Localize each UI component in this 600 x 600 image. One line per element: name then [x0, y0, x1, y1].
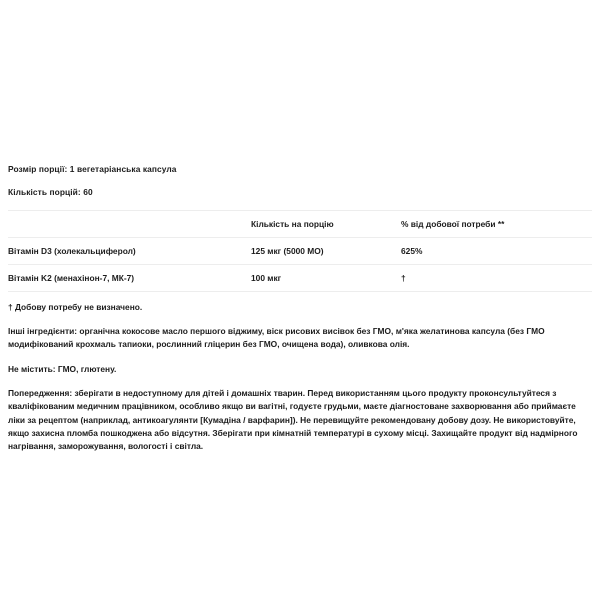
nutrient-name: Вітамін D3 (холекальциферол)	[8, 238, 251, 265]
nutrient-name: Вітамін K2 (менахінон-7, МК-7)	[8, 265, 251, 292]
nutrient-daily-value: †	[401, 265, 592, 292]
nutrient-amount: 125 мкг (5000 МО)	[251, 238, 401, 265]
nutrient-amount: 100 мкг	[251, 265, 401, 292]
table-header-nutrient	[8, 211, 251, 238]
table-row	[8, 238, 592, 265]
daily-value-footnote: † Добову потребу не визначено.	[8, 302, 143, 312]
top-spacer	[8, 0, 592, 162]
other-ingredients-text: Інші інгредієнти: органічна кокосове масло першого віджиму, віск рисових висівок без ГМО, м'яка желатинова капсула (без ГМО модифікований крохмаль тапиоки, рослинний гліцерин без ГМО, очищена вода), оливкова олія.	[8, 326, 545, 350]
table-header-percent-daily-value: % від добової потреби **	[401, 211, 592, 238]
servings-per-container-text: Кількість порцій: 60	[8, 187, 93, 197]
nutrient-daily-value: 625%	[401, 238, 592, 265]
table-header-row	[8, 211, 592, 238]
serving-size-text: Розмір порції: 1 вегетаріанська капсула	[8, 164, 177, 174]
warning-text: Попередження: зберігати в недоступному для дітей і домашніх тварин. Перед використанням цього продукту проконсультуйтеся з кваліфікованим медичним працівником, особливо якщо ви вагітні, годуєте грудьми, маєте діагностоване захворювання або приймаєте ліки за рецептом (наприклад, антикоагулянти [Кумадіна / варфарин]). Не перевищуйте рекомендовану добову дозу. Не використовуйте, якщо захисна пломба пошкоджена або відсутня. Зберігати при кімнатній температурі в сухому місці. Захищайте продукт від надмірного нагрівання, заморожування, вологості і світла.	[8, 387, 578, 452]
table-row	[8, 265, 592, 292]
table-header-amount-per-serving: Кількість на порцію	[251, 211, 401, 238]
supplement-facts-table	[8, 210, 592, 292]
free-from-text: Не містить: ГМО, глютену.	[8, 363, 117, 374]
